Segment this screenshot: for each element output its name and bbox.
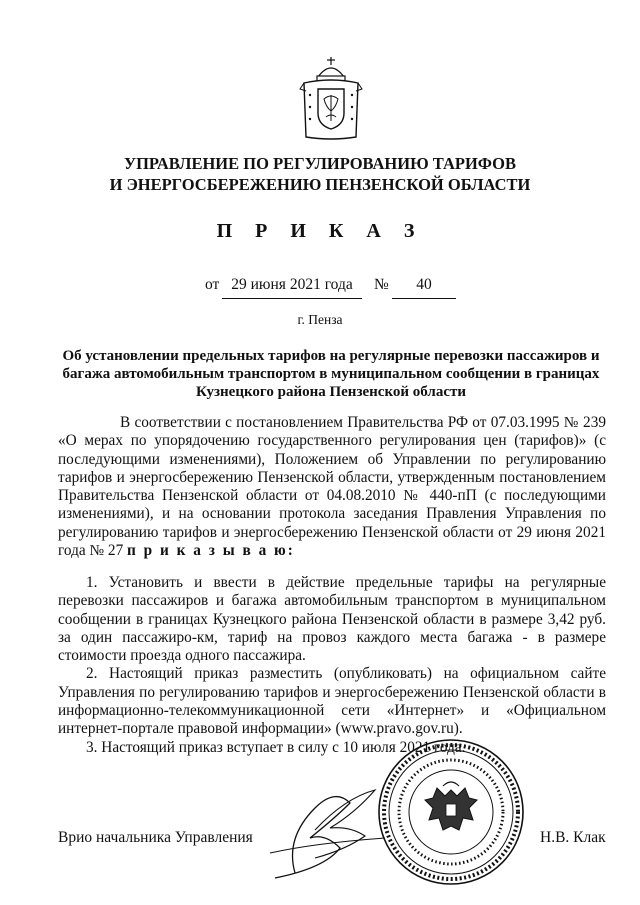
preamble xyxy=(58,414,606,560)
order-date-value: 29 июня 2021 года xyxy=(231,276,353,293)
preamble-text: В соответствии с постановлением Правительства РФ от 07.03.1995 № 239 «О мерах по упорядочению государственного регулирования цен (тарифов)» (с последующими изменениями), Положением об Управлении по регулированию тарифов и энергосбережению Пензенской области, утвержденным постановлением Правительства Пензенской области от 04.08.2010 № 440-пП (с последующими изменениями), и на основании протокола заседания Правления Управления по регулированию тарифов и энергосбережению Пензенской области от 29 июня 2021 года № 27 xyxy=(58,414,606,560)
date-prefix: от xyxy=(205,276,220,293)
order-item: 3. Настоящий приказ вступает в силу с 10 июля 2021 года. xyxy=(86,738,466,756)
order-number xyxy=(392,276,456,299)
organization-name xyxy=(0,153,640,195)
number-sign: № xyxy=(374,276,389,293)
city: г. Пенза xyxy=(297,312,343,327)
order-number-value: 40 xyxy=(416,276,432,293)
order-item: 2. Настоящий приказ разместить (опубликовать) на официальном сайте Управления по регулированию тарифов и энергосбережению Пензенской области в информационно-телекоммуникационной сети «Интернет» и «Официальном интернет-портале правовой информации» (www.pravo.gov.ru). xyxy=(58,665,606,738)
handwritten-signature xyxy=(255,778,395,888)
order-items xyxy=(58,574,606,757)
coat-of-arms-emblem xyxy=(296,55,366,145)
order-subject: Об установлении предельных тарифов на регулярные перевозки пассажиров и багажа автомобильным транспортом в муниципальном сообщении в границах Кузнецкого района Пензенской области xyxy=(62,348,600,400)
order-date xyxy=(222,276,362,299)
organization-name-line2: И ЭНЕРГОСБЕРЕЖЕНИЮ ПЕНЗЕНСКОЙ ОБЛАСТИ xyxy=(109,175,531,194)
document-type: П Р И К А З xyxy=(216,220,424,242)
signatory-name: Н.В. Клак xyxy=(540,829,606,846)
order-item: 1. Установить и ввести в действие предельные тарифы на регулярные перевозки пассажиров и багажа автомобильным транспортом в муниципальном сообщении в границах Кузнецкого района Пензенской области в размере 3,42 руб. за один пассажиро-км, тариф на провоз каждого места багажа - в размере стоимости проезда одного пассажира. xyxy=(58,574,606,665)
signatory-position: Врио начальника Управления xyxy=(58,829,253,846)
order-word: п р и к а з ы в а ю: xyxy=(127,542,295,560)
organization-name-line1: УПРАВЛЕНИЕ ПО РЕГУЛИРОВАНИЮ ТАРИФОВ xyxy=(123,154,517,173)
official-seal xyxy=(377,738,525,886)
